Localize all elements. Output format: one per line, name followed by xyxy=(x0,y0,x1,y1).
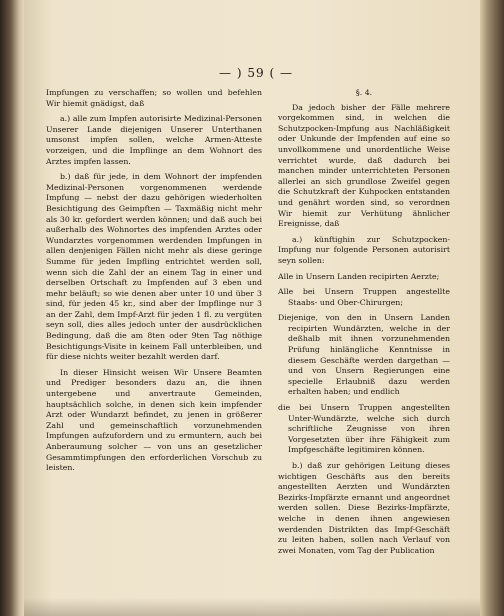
right-list-item: Alle in Unsern Landen recipirten Aerzte; xyxy=(278,271,440,281)
left-paragraph-hinsicht: In dieser Hinsicht weisen Wir Unsere Beamten und Prediger besonders dazu an, die ihnen untergebene und anvertraute Gemeinden, hauptsächlich solche, in denen sich kein impfender Arzt oder Wundarzt befindet, zu jenen in größerer Zahl und gemeinschaftlich vorzunehmenden Impfungen aufzufordern und zu ermuntern, auch bei Anberaumung solcher — von uns an gesetzlicher Gesammtimpfungen den erforderlichen Vorschub zu leisten. xyxy=(46,367,262,473)
section-heading: §. 4. xyxy=(355,88,373,97)
right-list-item: Alle bei Unsern Truppen angestellte Staabs- und Ober-Chirurgen; xyxy=(278,287,450,307)
page-bottom-shadow xyxy=(24,598,480,616)
right-text-column xyxy=(278,88,450,561)
left-paragraph-a: a.) alle zum Impfen autorisirte Medizinal-Personen Unserer Lande diejenigen Unserer Unterthanen umsonst impfen sollen, welche Armen-Atteste vorzeigen, und die Impflinge an dem Wohnort des Arztes impfen lassen. xyxy=(46,114,262,166)
page-number: — ) 59 ( — xyxy=(219,66,293,80)
right-paragraph-intro: Da jedoch bisher der Fälle mehrere vorgekommen sind, in welchen die Schutzpocken-Impfung aus Nachläßigkeit oder Unkunde der Impfenden auf eine so unvollkommene und unordentliche Weise verrichtet wurde, daß dadurch bei manchen minder unterrichteten Personen allerlei an sich grundlose Zweifel gegen die Schutzkraft der Kuhpocken entstanden und genährt worden sind, so verordnen Wir hiemit zur Verhütung ähnlicher Ereignisse, daß xyxy=(278,102,450,229)
book-gutter-left xyxy=(0,0,24,616)
right-item-b: b.) daß zur gehörigen Leitung dieses wichtigen Geschäfts aus den bereits angestellten Aerzten und Wundärzten Bezirks-Impfärzte ernannt und angeordnet werden sollen. Diese Bezirks-Impfärzte, welche in denen ihnen angewiesen werdenden Distrikten das Impf-Geschäft zu leiten haben, sollen nach Verlauf von zwei Monaten, vom Tag der Publication xyxy=(278,461,450,555)
right-list-item: die bei Unsern Truppen angestellten Unter-Wundärzte, welche sich durch schriftliche Zeugnisse von ihren Vorgesetzten über ihre Fähigkeit zum Impfgeschäfte legitimiren können. xyxy=(278,403,450,455)
left-text-column xyxy=(46,88,262,479)
right-item-a-intro: a.) künftighin zur Schutzpocken-Impfung nur folgende Personen autorisirt seyn sollen: xyxy=(278,234,450,265)
left-paragraph-b: b.) daß für jede, in dem Wohnort der impfenden Medizinal-Personen vorgenommenen werdende Impfung — nebst der dazu gehörigen wiederholten Besichtigung des Geimpften — Taxmäßig nicht mehr als 30 kr. gefordert werden können; und daß auch bei außerhalb des Wohnortes des impfenden Arztes oder Wundarztes vorgenommen werdenden Impfungen in allen denjenigen Fällen nicht mehr als diese geringe Summe für jeden Impfling entrichtet werden soll, wenn sich die Zahl der an einem Tag in einer und derselben Ortschaft zu Impfenden auf 3 eben und mehr beläuft; so wie denen aber unter 10 und über 3 sind, für jeden 45 kr., sind aber der Impflinge nur 3 an der Zahl, dem Impf-Arzt für jeden 1 fl. zu vergüten seyn soll, dies alles jedoch unter der ausdrücklichen Bedingung, daß die am 8ten oder 9ten Tag nöthige Besichtigungs-Visite in keinem Fall unterbleiben, und für diese nichts weiter bezahlt werden darf. xyxy=(46,172,262,362)
left-paragraph-intro: Impfungen zu verschaffen; so wollen und befehlen Wir hiemit gnädigst, daß xyxy=(46,88,262,108)
book-edge-right xyxy=(480,0,504,616)
right-list-item: Diejenige, von den in Unsern Landen recipirten Wundärzten, welche in der deßhalb mit ihnen vorzunehmenden Prüfung hinlängliche Kenntnisse in diesem Geschäfte werden dargethan — und von Unsern Regierungen eine specielle Erlaubniß dazu werden erhalten haben; und endlich xyxy=(278,313,450,397)
